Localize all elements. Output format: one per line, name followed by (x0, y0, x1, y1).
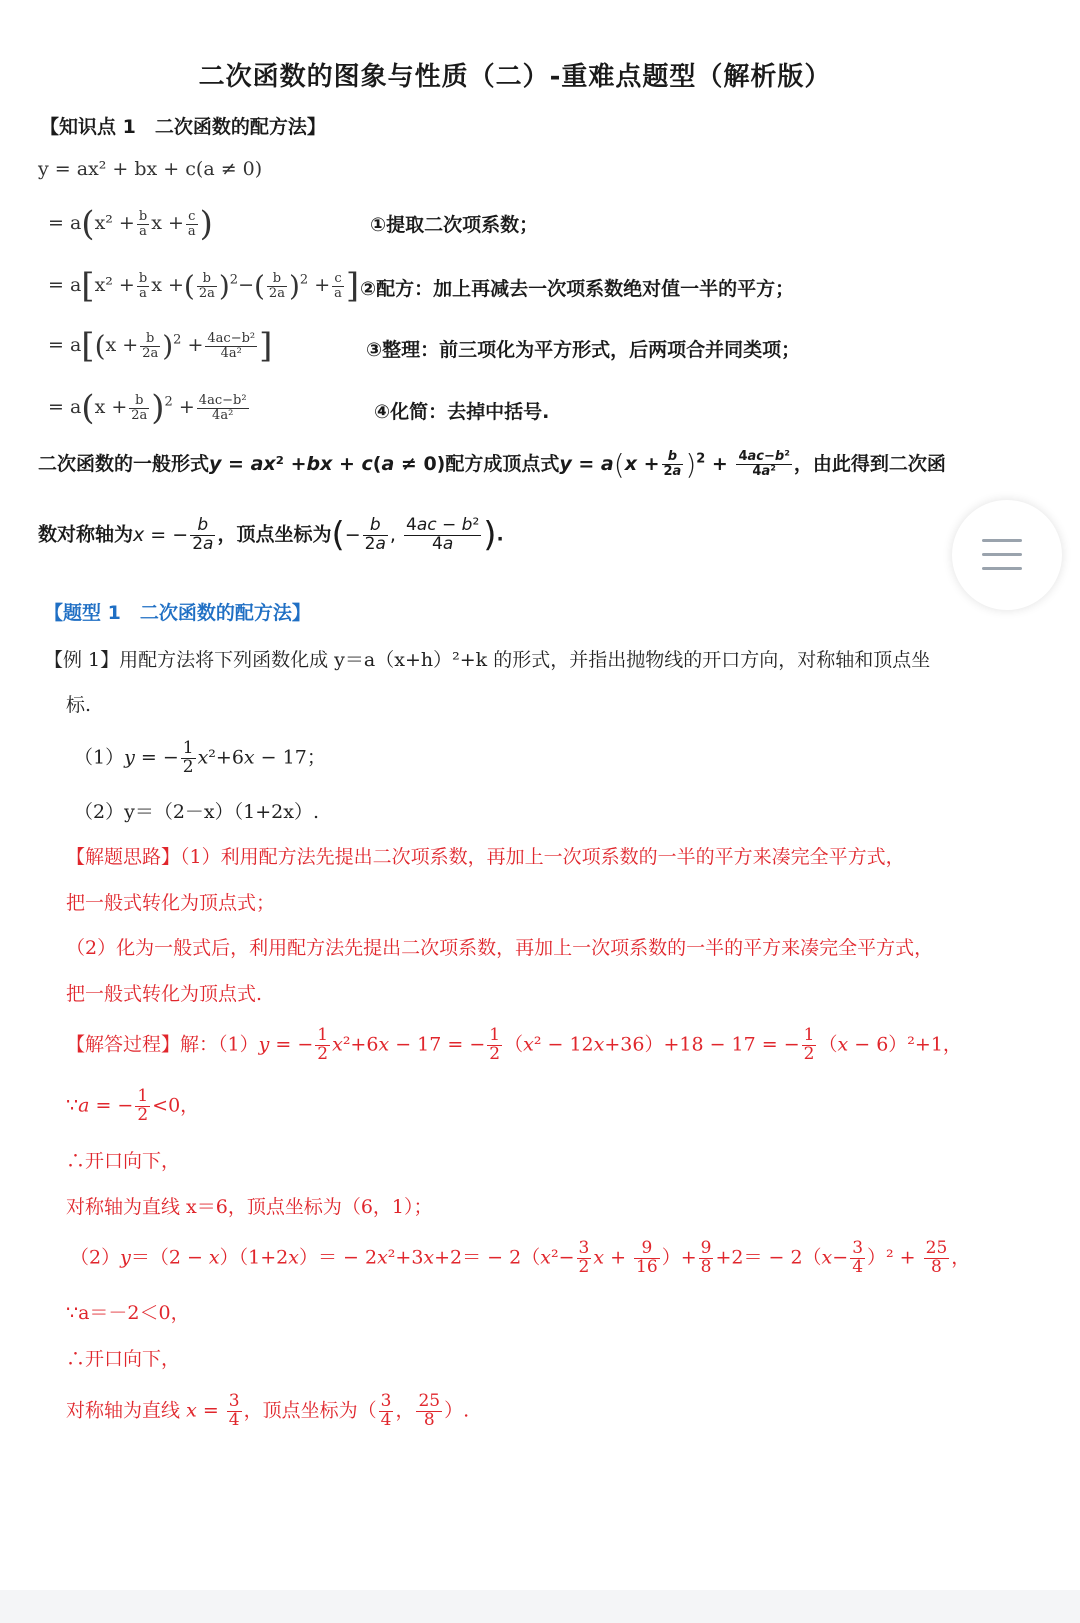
solution-vertex-prefix: ，顶点坐标为 (243, 1399, 358, 1422)
summary-part1: 二次函数的一般形式 (38, 453, 210, 475)
solution-axis2-prefix: 对称轴为直线 (66, 1399, 181, 1422)
example-text-cont: 标. (66, 694, 92, 716)
menu-button[interactable] (952, 500, 1062, 610)
solution-idea-line3: （2）化为一般式后，利用配方法先提出二次项系数，再加上一次项系数的一半的平方来凑完全平方式， (66, 937, 934, 959)
summary-line2: 数对称轴为x = − $\frac{b}{2a}$ ，顶点坐标为(− $\frac{b}{2a}$ , $\frac{\text{4ac − b²}}{4a}$ ). (38, 514, 504, 555)
formula-step3: = a[(x + $\frac{b}{2a}$ )$^2$ + $\frac{\text{4ac−b²}}{\text{4a²}}$ ] (48, 326, 273, 366)
formula-step2: = a[x² + $\frac{b}{a}$ x +( $\frac{b}{2a}$ )$^2$−( $\frac{b}{2a}$ )$^2$ + $\frac{c}{a}$ ] (48, 266, 360, 306)
step3-text: ③整理：前三项化为平方形式，后两项合并同类项； (366, 339, 801, 361)
solution-idea-line1 (66, 842, 905, 869)
example-label: 【例 1】 (44, 649, 120, 671)
knowledge-point-heading: 【知识点 1 二次函数的配方法】 (40, 116, 326, 138)
solution-label: 【解答过程】解： (66, 1033, 219, 1056)
solution-a2: ∵a＝－2＜0， (66, 1302, 190, 1324)
summary-part5: ，顶点坐标为 (217, 523, 332, 546)
question-2: （2）y＝（2－x）（1+2x）. (74, 801, 319, 823)
summary-part4: 数对称轴为 (38, 523, 134, 546)
solution-open-down-1: ∴开口向下， (66, 1150, 181, 1172)
solution-idea-label: 【解题思路】 (66, 846, 181, 868)
solution-open-down-2: ∴开口向下， (66, 1348, 181, 1370)
solution-idea-line2: 把一般式转化为顶点式； (66, 892, 276, 914)
solution-idea-text1: （1）利用配方法先提出二次项系数，再加上一次项系数的一半的平方来凑完全平方式， (180, 846, 905, 868)
question-1: （1）y = − $\frac{1}{2}$ x²+6x − 17； (74, 738, 326, 777)
solution-axis-2: 对称轴为直线 x = $\frac{3}{4}$ ，顶点坐标为（ $\frac{3}{4}$ ， $\frac{25}{8}$ ）. (66, 1391, 470, 1430)
step4-text: ④化简：去掉中括号. (374, 401, 550, 423)
solution-a1: ∵a = − $\frac{1}{2}$ <0， (66, 1086, 200, 1125)
formula-step4: = a(x + $\frac{b}{2a}$ )$^2$ + $\frac{\text{4ac−b²}}{\text{4a²}}$ (48, 388, 247, 428)
solution-line2: （2）y＝（2 − x）（1+2x）＝ − 2x²+3x+2＝ − 2（x²− $\frac{3}{2}$ x + $\frac{9}{16}$ ）+ $\frac{9}{8}$ +2＝ − 2（x− $\frac{3}{4}$ ）² + $\frac{25}{8}$ ， (70, 1238, 971, 1277)
solution-line1: 【解答过程】解：（1）y = − $\frac{1}{2}$ x²+6x − 17 = − $\frac{1}{2}$ （x² − 12x+36）+18 − 17 = − $\frac{1}{2}$ （x − 6）²+1， (66, 1025, 962, 1064)
example-text (44, 645, 930, 672)
solution-axis-1: 对称轴为直线 x＝6，顶点坐标为（6，1）； (66, 1196, 433, 1218)
type-heading: 【题型 1 二次函数的配方法】 (44, 602, 311, 624)
formula-general: y = ax² + bx + c(a ≠ 0) (38, 158, 263, 180)
formula-step1: = a(x² + $\frac{b}{a}$ x + $\frac{c}{a}$ ) (48, 204, 213, 244)
page-title: 二次函数的图象与性质（二）-重难点题型（解析版） (198, 62, 832, 92)
bottom-bar (0, 1590, 1080, 1623)
example-question: 用配方法将下列函数化成 y＝a（x+h）²+k 的形式，并指出抛物线的开口方向，对称轴和顶点坐 (119, 649, 931, 671)
menu-icon (982, 537, 1022, 573)
solution-idea-line4: 把一般式转化为顶点式. (66, 983, 263, 1005)
step1-text: ①提取二次项系数； (370, 214, 539, 236)
summary-line1: 二次函数的一般形式y = ax² +bx + c(a ≠ 0)配方成顶点式y = a(x + $\frac{b}{2a}$ )$^2$ + $\frac{\text{4ac−b²}}{\text{4a²}}$ ，由此得到二次函 (38, 448, 946, 481)
step2-text: ②配方：加上再减去一次项系数绝对值一半的平方； (360, 278, 795, 300)
summary-part2: 配方成顶点式 (445, 453, 560, 475)
summary-part3: ，由此得到二次函 (793, 453, 946, 475)
